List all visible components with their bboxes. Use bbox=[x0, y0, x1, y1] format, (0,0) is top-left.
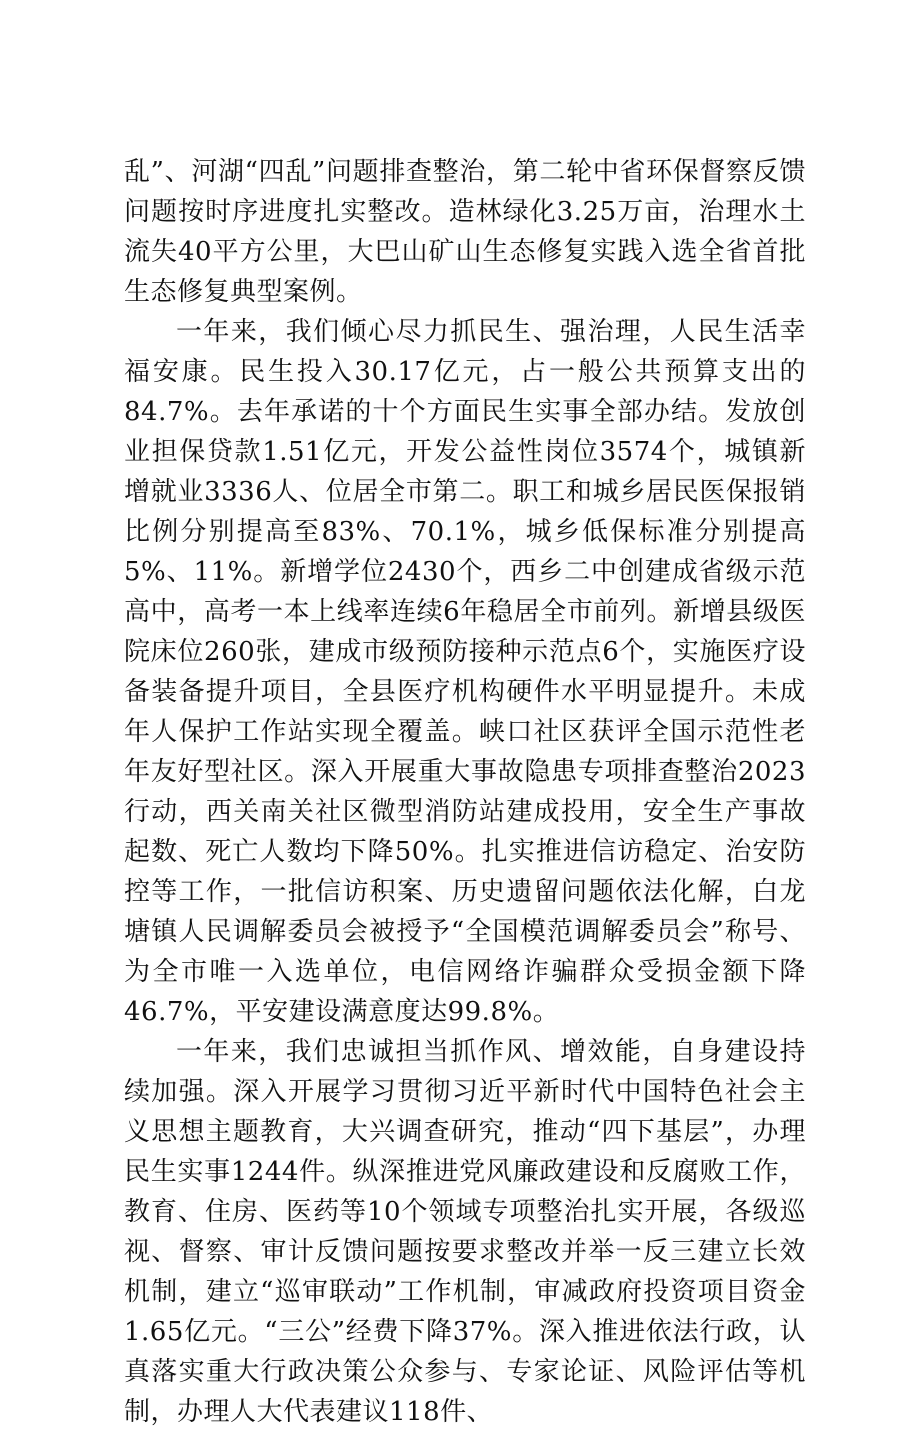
paragraph-livelihood: 一年来，我们倾心尽力抓民生、强治理，人民生活幸福安康。民生投入30.17亿元，占一般公共预算支出的84.7%。去年承诺的十个方面民生实事全部办结。发放创业担保贷款1.51亿元，开发公益性岗位3574个，城镇新增就业3336人、位居全市第二。职工和城乡居民医保报销比例分别提高至83%、70.1%，城乡低保标准分别提高5%、11%。新增学位2430个，西乡二中创建成省级示范高中，高考一本上线率连续6年稳居全市前列。新增县级医院床位260张，建成市级预防接种示范点6个，实施医疗设备装备提升项目，全县医疗机构硬件水平明显提升。未成年人保护工作站实现全覆盖。峡口社区获评全国示范性老年友好型社区。深入开展重大事故隐患专项排查整治2023行动，西关南关社区微型消防站建成投用，安全生产事故起数、死亡人数均下降50%。扎实推进信访稳定、治安防控等工作，一批信访积案、历史遗留问题依法化解，白龙塘镇人民调解委员会被授予“全国模范调解委员会”称号、为全市唯一入选单位，电信网络诈骗群众受损金额下降46.7%，平安建设满意度达99.8%。 bbox=[124, 317, 806, 1027]
document-body bbox=[124, 152, 806, 1432]
paragraph-ecology-continued: 乱”、河湖“四乱”问题排查整治，第二轮中省环保督察反馈问题按时序进度扎实整改。造林绿化3.25万亩，治理水土流失40平方公里，大巴山矿山生态修复实践入选全省首批生态修复典型案例。 bbox=[124, 157, 806, 307]
paragraph-work-style: 一年来，我们忠诚担当抓作风、增效能，自身建设持续加强。深入开展学习贯彻习近平新时代中国特色社会主义思想主题教育，大兴调查研究，推动“四下基层”，办理民生实事1244件。纵深推进党风廉政建设和反腐败工作，教育、住房、医药等10个领域专项整治扎实开展，各级巡视、督察、审计反馈问题按要求整改并举一反三建立长效机制，建立“巡审联动”工作机制，审减政府投资项目资金1.65亿元。“三公”经费下降37%。深入推进依法行政，认真落实重大行政决策公众参与、专家论证、风险评估等机制，办理人大代表建议118件、 bbox=[124, 1037, 806, 1427]
